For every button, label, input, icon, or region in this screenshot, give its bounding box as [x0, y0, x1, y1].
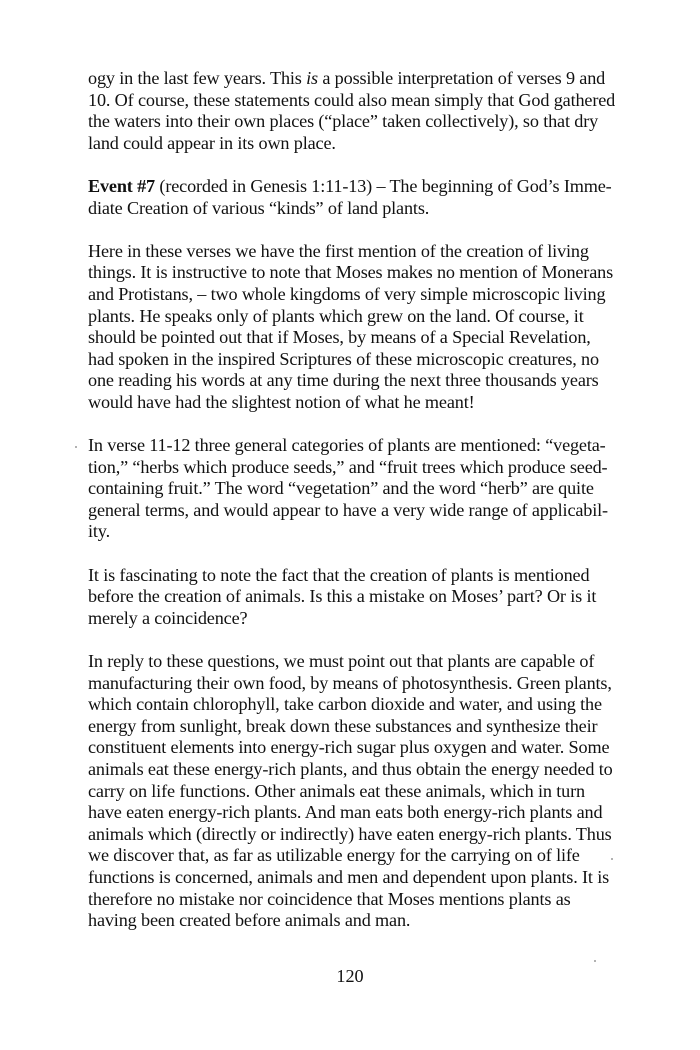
- text-line: 10. Of course, these statements could also mean simply that God gathered: [88, 89, 616, 110]
- paragraph-gap: [88, 154, 648, 176]
- scan-speck: [75, 446, 77, 448]
- text-line: had spoken in the inspired Scriptures of these microscopic creatures, no: [88, 348, 599, 369]
- text-line: which contain chlorophyll, take carbon dioxide and water, and using the: [88, 694, 602, 715]
- text-line: diate Creation of various “kinds” of land plants.: [88, 197, 430, 218]
- paragraph-1: [88, 68, 648, 154]
- text-line: and Protistans, – two whole kingdoms of very simple microscopic living: [88, 283, 606, 304]
- text-line: [88, 68, 648, 90]
- text-line: animals which (directly or indirectly) have eaten energy-rich plants. Thus: [88, 823, 612, 844]
- text-line: functions is concerned, animals and men and dependent upon plants. It is: [88, 866, 610, 887]
- text-line: animals eat these energy-rich plants, and thus obtain the energy needed to: [88, 759, 613, 779]
- text-line: Here in these verses we have the first mention of the creation of living: [88, 240, 589, 261]
- paragraph-5: [88, 565, 648, 630]
- paragraph-3: [88, 241, 648, 414]
- text-segment: a possible interpretation of verses 9 and: [317, 68, 606, 88]
- text-line: In verse 11-12 three general categories of plants are mentioned: “vegeta-: [88, 435, 606, 456]
- text-line: ity.: [88, 521, 110, 542]
- scan-speck: [594, 960, 596, 962]
- text-line: tion,” “herbs which produce seeds,” and “fruit trees which produce seed-: [88, 456, 608, 477]
- paragraph-gap: [88, 414, 648, 436]
- text-segment: (recorded in Genesis 1:11-13) – The beginning of God’s Imme-: [155, 175, 612, 196]
- text-line: therefore no mistake nor coincidence that Moses mentions plants as: [88, 888, 571, 909]
- text-line: merely a coincidence?: [88, 607, 248, 628]
- text-line: carry on life functions. Other animals eat these animals, which in turn: [88, 780, 585, 801]
- text-line: the waters into their own places (“place” taken collectively), so that dry: [88, 111, 599, 132]
- text-line: containing fruit.” The word “vegetation” and the word “herb” are quite: [88, 478, 594, 499]
- text-line: should be pointed out that if Moses, by means of a Special Revelation,: [88, 327, 591, 348]
- text-line: general terms, and would appear to have a very wide range of applicabil-: [88, 499, 608, 520]
- text-line: having been created before animals and man.: [88, 910, 411, 931]
- scan-speck: [611, 858, 613, 860]
- event-label: Event #7: [88, 175, 156, 196]
- text-line: It is fascinating to note the fact that the creation of plants is mentioned: [88, 564, 590, 585]
- text-line: land could appear in its own place.: [88, 132, 336, 153]
- italic-emphasis: is: [306, 68, 318, 88]
- text-line: manufacturing their own food, by means of photosynthesis. Green plants,: [88, 672, 612, 693]
- text-line: In reply to these questions, we must point out that plants are capable of: [88, 651, 595, 672]
- text-line: [88, 176, 648, 198]
- paragraph-event-heading: [88, 176, 648, 219]
- paragraph-gap: [88, 629, 648, 651]
- text-line: one reading his words at any time during the next three thousands years: [88, 370, 599, 391]
- text-line: constituent elements into energy-rich sugar plus oxygen and water. Some: [88, 737, 610, 758]
- text-line: things. It is instructive to note that Moses makes no mention of Monerans: [88, 262, 614, 283]
- page-number: 120: [336, 966, 364, 986]
- paragraph-6: [88, 651, 648, 932]
- text-line: have eaten energy-rich plants. And man eats both energy-rich plants and: [88, 802, 603, 823]
- text-segment: ogy in the last few years. This: [88, 68, 307, 88]
- paragraph-4: [88, 435, 648, 543]
- text-line: energy from sunlight, break down these substances and synthesize their: [88, 715, 598, 736]
- page-body: [88, 68, 648, 932]
- text-line: we discover that, as far as utilizable energy for the carrying on of life: [88, 845, 580, 866]
- text-line: would have had the slightest notion of what he meant!: [88, 391, 475, 412]
- text-line: before the creation of animals. Is this a mistake on Moses’ part? Or is it: [88, 586, 597, 607]
- paragraph-gap: [88, 543, 648, 565]
- paragraph-gap: [88, 219, 648, 241]
- text-line: plants. He speaks only of plants which grew on the land. Of course, it: [88, 305, 584, 326]
